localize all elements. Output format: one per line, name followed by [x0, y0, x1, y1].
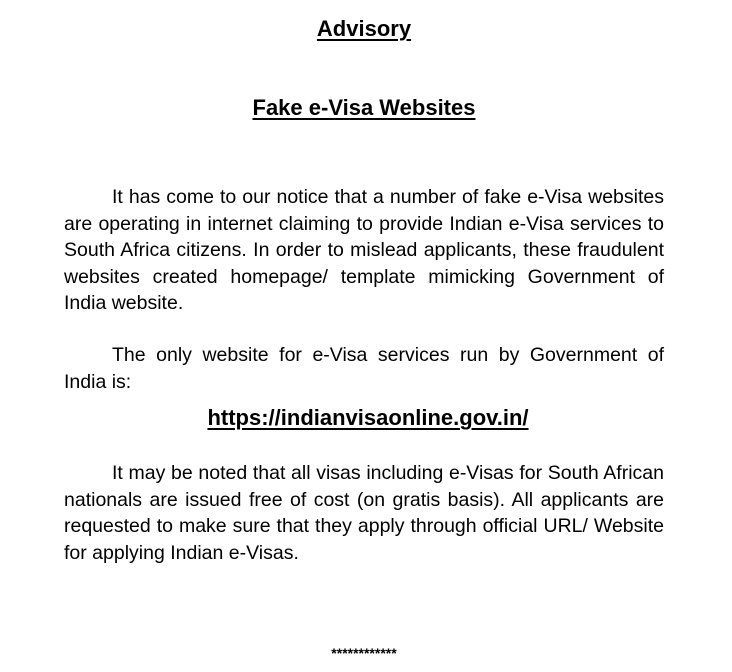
- document-subtitle: Fake e-Visa Websites: [252, 95, 476, 120]
- official-website-url[interactable]: https://indianvisaonline.gov.in/: [207, 405, 529, 430]
- document-title: Advisory: [316, 16, 412, 41]
- paragraph-notice: It has come to our notice that a number of fake e-Visa websites are operating in internet claiming to provide Indian e-Visa services to South Africa citizens. In order to mislead applicants, these fraudulent websites created homepage/ template mimicking Government of India website.: [64, 186, 664, 314]
- paragraph-official-site: The only website for e-Visa services run by Government of India is:: [64, 344, 664, 393]
- end-marker: ************: [331, 645, 397, 661]
- paragraph-free-of-cost: It may be noted that all visas including e-Visas for South African nationals are issued free of cost (on gratis basis). All applicants are requested to make sure that they apply through official URL/ Website for applying Indian e-Visas.: [64, 462, 664, 564]
